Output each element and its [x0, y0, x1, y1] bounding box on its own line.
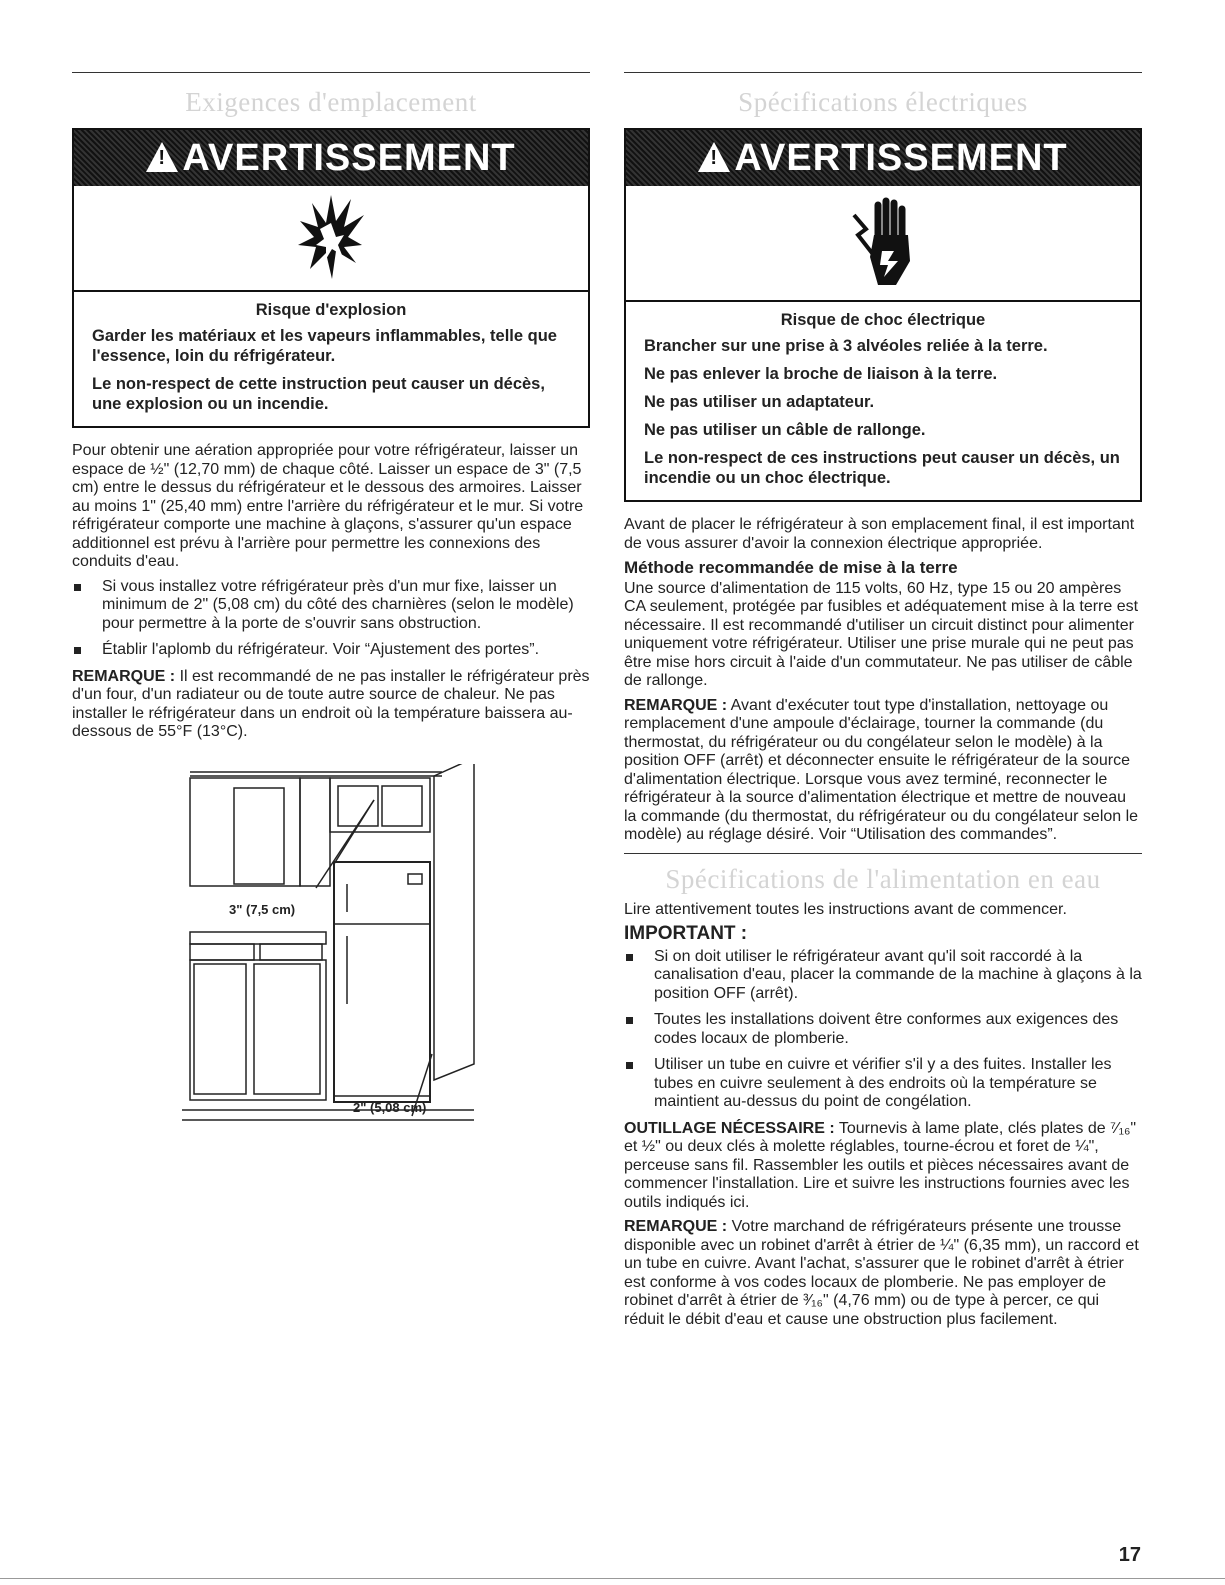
warning-line: Le non-respect de cette instruction peut causer un décès, une explosion ou un incendie.: [92, 375, 545, 413]
list-item: Toutes les installations doivent être conformes aux exigences des codes locaux de plomberie.: [624, 1011, 1142, 1048]
section-rule: [624, 853, 1142, 854]
warning-triangle-icon: [698, 142, 730, 172]
section-title-location: Exigences d'emplacement: [185, 87, 477, 117]
list-item: Si vous installez votre réfrigérateur près d'un mur fixe, laisser un minimum de 2" (5,08 cm) du côté des charnières (selon le modèle) pour permettre à la porte de s'ouvrir sans obstruction.: [72, 578, 590, 634]
warning-line: Ne pas utiliser un adaptateur.: [644, 393, 875, 411]
top-rule: [72, 72, 590, 73]
warning-line: Le non-respect de ces instructions peut causer un décès, un incendie ou un choc électrique.: [644, 449, 1120, 487]
list-item: Si on doit utiliser le réfrigérateur avant qu'il soit raccordé à la canalisation d'eau, placer la commande de la machine à glaçons à la position OFF (arrêt).: [624, 948, 1142, 1004]
list-item: Utiliser un tube en cuivre et vérifier s'il y a des fuites. Installer les tubes en cuivre seulement à des endroits où la température se maintient au-dessus du point de congélation.: [624, 1056, 1142, 1112]
warning-line: Ne pas enlever la broche de liaison à la terre.: [644, 365, 998, 383]
section-title-water: Spécifications de l'alimentation en eau: [665, 863, 1101, 894]
warning-header: !AVERTISSEMENT: [626, 130, 1140, 186]
warning-risk-title: Risque d'explosion: [255, 301, 407, 319]
left-column: [72, 72, 590, 1124]
remark-paragraph: REMARQUE : Avant d'exécuter tout type d'installation, nettoyage ou remplacement d'une ampoule d'éclairage, tourner la commande (du thermostat, du réfrigérateur ou du congélateur selon le modèle) à la position OFF (arrêt) et déconnecter ensuite le réfrigérateur de la source d'alimentation électrique. Lorsque vous avez terminé, reconnecter le réfrigérateur à la source d'alimentation électrique et mettre de nouveau la commande (du thermostat, du réfrigérateur ou du congélateur selon le modèle) au réglage désiré. Voir “Utilisation des commandes”.: [624, 696, 1139, 843]
page-number: 17: [1118, 1544, 1141, 1566]
grounding-heading: Méthode recommandée de mise à la terre: [624, 558, 958, 577]
remark-paragraph: REMARQUE : Il est recommandé de ne pas installer le réfrigérateur près d'un four, d'un radiateur ou de toute autre source de chaleur. Ne pas installer le réfrigérateur dans un endroit où la température baissera au-dessous de 55°F (13°C).: [72, 667, 590, 740]
bottom-rule: [0, 1578, 1225, 1579]
warning-risk-title: Risque de choc électrique: [780, 311, 986, 329]
tools-paragraph: OUTILLAGE NÉCESSAIRE : Tournevis à lame plate, clés plates de ⁷⁄₁₆" et ½" ou deux clés à molette réglables, tourne-écrou et foret de ¼", perceuse sans fil. Rassembler les outils et pièces nécessaires avant de commencer l'installation. Lire et suivre les instructions fournies avec les outils indiqués ici.: [624, 1119, 1137, 1211]
important-heading: IMPORTANT :: [624, 923, 748, 944]
top-rule: [624, 72, 1142, 73]
explosion-warning-box: [72, 128, 590, 428]
list-item: Établir l'aplomb du réfrigérateur. Voir “Ajustement des portes”.: [72, 641, 590, 660]
warning-line: Ne pas utiliser un câble de rallonge.: [644, 421, 926, 439]
warning-header: !AVERTISSEMENT: [74, 130, 588, 186]
section-title-electrical: Spécifications électriques: [738, 87, 1028, 117]
ventilation-paragraph: Pour obtenir une aération appropriée pour votre réfrigérateur, laisser un espace de ½" (12,70 mm) de chaque côté. Laisser un espace de 3" (7,5 cm) entre le dessus du réfrigérateur et le dessous des armoires. Laisser au moins 1" (25,40 mm) entre l'arrière du réfrigérateur et le mur. Si votre réfrigérateur comporte une machine à glaçons, s'assurer qu'un espace additionnel est prévu à l'arrière pour permettre les connexions des conduits d'eau.: [72, 442, 584, 570]
electrical-intro: Avant de placer le réfrigérateur à son emplacement final, il est important de vous assurer d'avoir la connexion électrique appropriée.: [624, 516, 1135, 552]
remark-paragraph: REMARQUE : Votre marchand de réfrigérateurs présente une trousse disponible avec un robinet d'arrêt à étrier de ¼" (6,35 mm), un raccord et un tube en cuivre. Avant l'achat, s'assurer que le robinet d'arrêt à étrier est conforme à vos codes locaux de plomberie. Ne pas employer de robinet d'arrêt à étrier de ³⁄₁₆" (4,76 mm) ou de type à percer, ce qui réduit le débit d'eau et cause une obstruction plus facilement.: [624, 1218, 1139, 1328]
grounding-paragraph: Une source d'alimentation de 115 volts, 60 Hz, type 15 ou 20 ampères CA seulement, protégée par fusibles et adéquatement mise à la terre est nécessaire. Il est recommandé d'utiliser un circuit distinct pour alimenter uniquement votre réfrigérateur. Utiliser une prise murale qui ne peut pas être mise hors circuit à l'aide d'un commutateur. Ne pas utiliser de câble de rallonge.: [624, 579, 1139, 689]
warning-line: Garder les matériaux et les vapeurs inflammables, telle que l'essence, loin du réfrigérateur.: [92, 327, 557, 365]
clearance-label-bottom: 2" (5,08 cm): [353, 1099, 427, 1115]
electric-shock-icon: [626, 186, 1140, 302]
explosion-icon: [74, 186, 588, 292]
refrigerator-clearance-diagram: [72, 764, 590, 1124]
right-column: [624, 72, 1142, 1335]
electric-warning-box: [624, 128, 1142, 502]
warning-line: Brancher sur une prise à 3 alvéoles reliée à la terre.: [644, 337, 1048, 355]
warning-triangle-icon: [146, 142, 178, 172]
water-intro: Lire attentivement toutes les instructions avant de commencer.: [624, 900, 1067, 918]
clearance-label-top: 3" (7,5 cm): [229, 901, 296, 917]
